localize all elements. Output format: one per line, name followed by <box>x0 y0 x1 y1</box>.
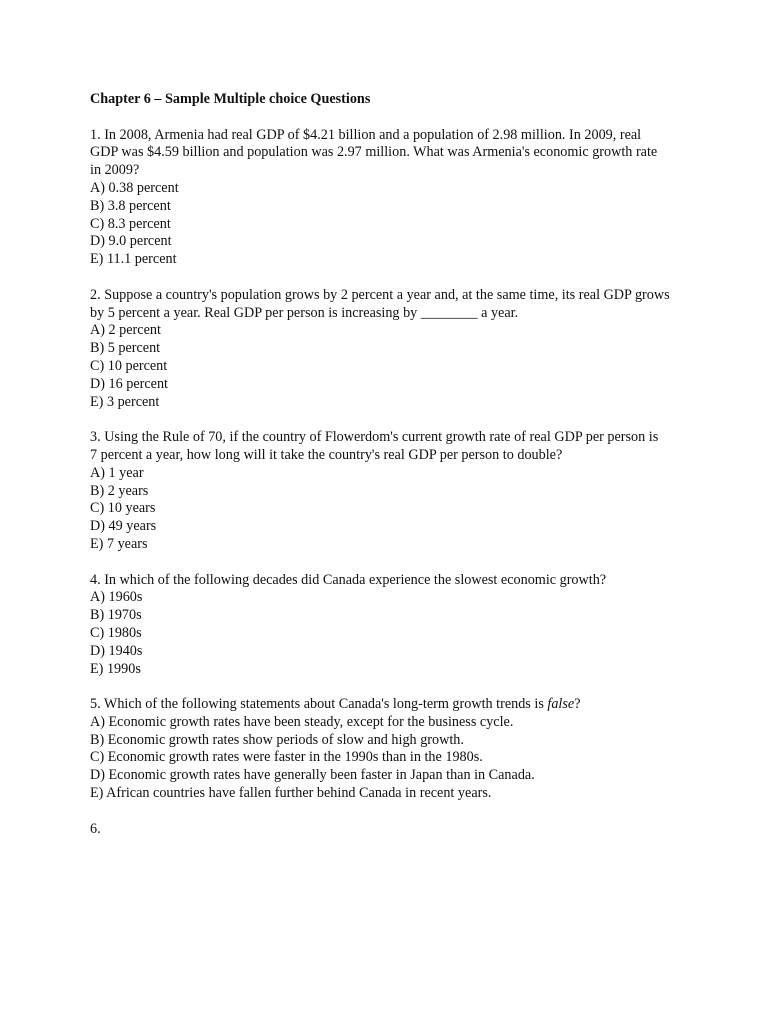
question-stem: 3. Using the Rule of 70, if the country of Flowerdom's current growth rate of real GDP per person is 7 percent a year, how long will it take the country's real GDP per person to double? <box>90 429 659 463</box>
answer-option: C) 10 years <box>90 500 156 517</box>
answer-option: E) 7 years <box>90 535 148 552</box>
emphasized-word: false <box>547 696 575 713</box>
answer-option: E) 3 percent <box>90 393 160 410</box>
question-stem: 2. Suppose a country's population grows by 2 percent a year and, at the same time, its real GDP grows by 5 percent a year. Real GDP per person is increasing by ________ a year. <box>90 286 670 321</box>
document-title: Chapter 6 – Sample Multiple choice Questions <box>90 91 371 107</box>
answer-option: A) 1960s <box>90 589 143 606</box>
answer-option: B) 5 percent <box>90 340 161 357</box>
answer-option: A) 0.38 percent <box>90 179 179 196</box>
answer-option: A) Economic growth rates have been steady, except for the business cycle. <box>90 713 514 730</box>
question-stem: 4. In which of the following decades did Canada experience the slowest economic growth? <box>90 571 607 588</box>
question-stem <box>90 696 710 714</box>
answer-option: A) 1 year <box>90 464 144 481</box>
question-stem: 6. <box>90 820 101 837</box>
answer-option: D) 9.0 percent <box>90 233 172 250</box>
question-5 <box>90 696 710 803</box>
answer-option: D) 49 years <box>90 518 157 535</box>
answer-option: E) 1990s <box>90 660 141 677</box>
question-stem: 1. In 2008, Armenia had real GDP of $4.21 billion and a population of 2.98 million. In 2009, real GDP was $4.59 billion and population was 2.97 million. What was Armenia's economic growth rate in 2009? <box>90 126 658 179</box>
answer-option: E) African countries have fallen further behind Canada in recent years. <box>90 785 492 802</box>
answer-option: B) 1970s <box>90 607 142 624</box>
answer-option: B) 3.8 percent <box>90 197 171 214</box>
answer-option: A) 2 percent <box>90 322 161 339</box>
document-page <box>90 91 710 856</box>
answer-option: D) 1940s <box>90 642 143 659</box>
question-1 <box>90 127 710 269</box>
question-4 <box>90 572 710 679</box>
answer-option: D) 16 percent <box>90 375 168 392</box>
question-3 <box>90 429 710 554</box>
answer-option: D) Economic growth rates have generally been faster in Japan than in Canada. <box>90 767 535 784</box>
answer-option: C) 10 percent <box>90 357 168 374</box>
answer-option: C) 8.3 percent <box>90 215 171 232</box>
answer-option: C) Economic growth rates were faster in the 1990s than in the 1980s. <box>90 749 483 766</box>
answer-option: B) Economic growth rates show periods of slow and high growth. <box>90 731 464 748</box>
question-stem-end: ? <box>574 696 581 713</box>
answer-option: E) 11.1 percent <box>90 251 177 268</box>
question-6 <box>90 821 710 839</box>
answer-option: C) 1980s <box>90 624 142 641</box>
answer-option: B) 2 years <box>90 482 149 499</box>
question-stem-text: 5. Which of the following statements about Canada's long-term growth trends is <box>90 696 548 713</box>
question-2 <box>90 287 710 412</box>
